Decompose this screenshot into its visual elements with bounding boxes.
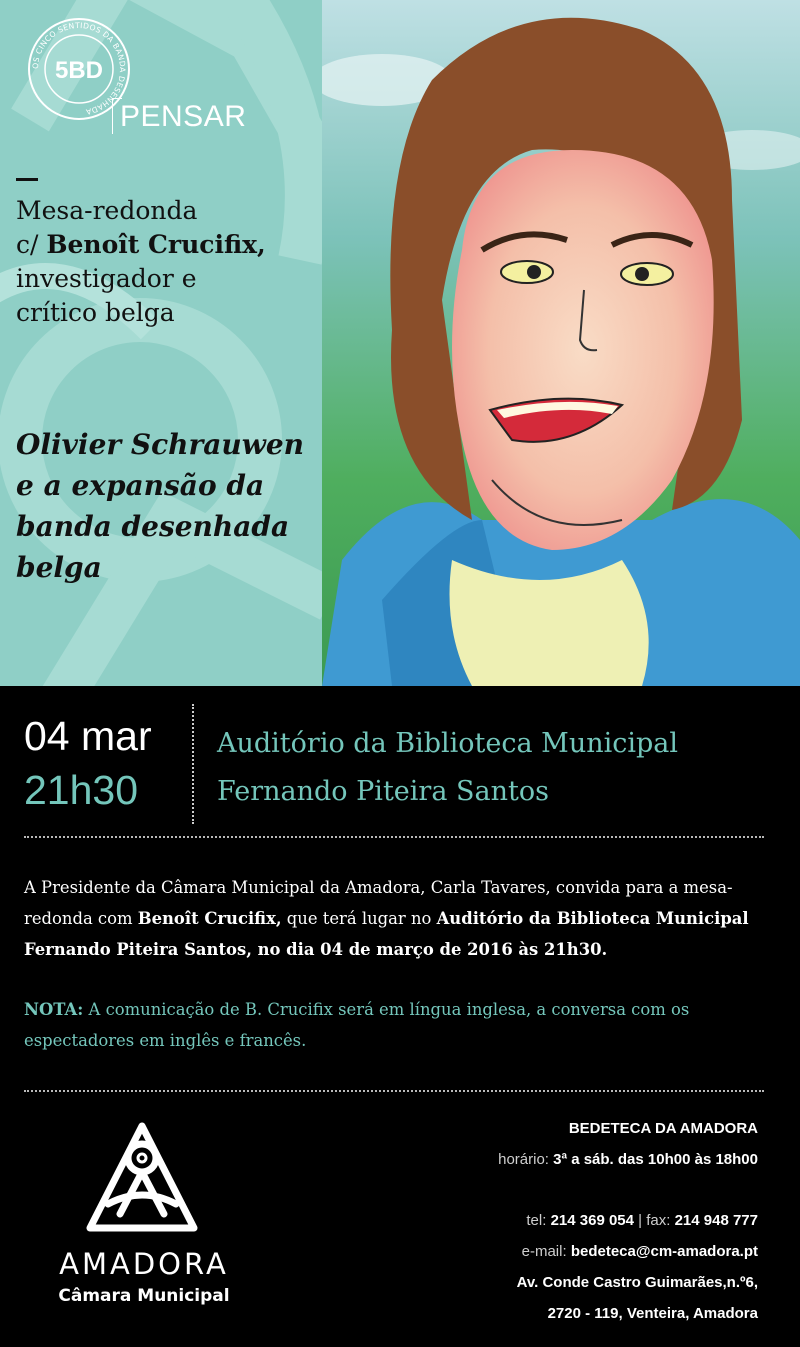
talk-title-line-3: banda desenhada — [16, 510, 290, 543]
org-subtitle: Câmara Municipal — [58, 1286, 230, 1306]
intro-line-2 — [16, 228, 316, 262]
intro-line-4: crítico belga — [16, 298, 175, 327]
talk-title-line-4: belga — [16, 551, 102, 584]
venue-line-2: Fernando Piteira Santos — [217, 776, 549, 807]
email-link[interactable]: bedeteca@cm-amadora.pt — [570, 1243, 758, 1260]
contacts-block — [338, 1113, 758, 1329]
phone-fax-separator: | — [633, 1212, 647, 1229]
amadora-logo — [80, 1118, 204, 1242]
svg-text:5BD: 5BD — [54, 57, 104, 84]
dash-divider — [16, 178, 38, 181]
event-description — [24, 872, 776, 965]
tel-value: 214 369 054 — [550, 1212, 634, 1229]
email-label: e-mail: — [521, 1243, 571, 1260]
talk-title — [16, 424, 321, 588]
fax-label: fax: — [646, 1212, 675, 1229]
bedeteca-name: BEDETECA DA AMADORA — [568, 1120, 758, 1137]
hours-label: horário: — [498, 1151, 554, 1168]
portrait-illustration — [322, 0, 800, 686]
opening-hours — [338, 1144, 758, 1175]
phone-fax — [338, 1205, 758, 1236]
series-label: PENSAR — [120, 100, 247, 133]
desc-place-date: Auditório da Biblioteca Municipal Fernando Piteira Santos, no dia 04 de março de 2016 às 21h30. — [24, 909, 749, 959]
desc-part-2: que terá lugar no — [281, 909, 437, 928]
address-line-1: Av. Conde Castro Guimarães,n.º6, — [516, 1274, 758, 1291]
event-intro — [16, 194, 316, 330]
desc-speaker: Benoît Crucifix, — [137, 909, 282, 928]
intro-line-3: investigador e — [16, 264, 197, 293]
language-note — [24, 994, 776, 1056]
note-text: A comunicação de B. Crucifix será em língua inglesa, a conversa com os espectadores em inglês e francês. — [24, 1000, 690, 1050]
venue-line-1: Auditório da Biblioteca Municipal — [217, 728, 679, 759]
speaker-name: Benoît Crucifix, — [46, 230, 266, 259]
vertical-dotted-divider — [192, 704, 194, 824]
dotted-divider-bottom — [24, 1090, 764, 1092]
note-label: NOTA: — [24, 1000, 84, 1019]
desc-part-1: A Presidente da Câmara Municipal da Amadora, Carla Tavares, convida para a mesa-redonda com — [24, 878, 733, 928]
email — [338, 1236, 758, 1267]
hours-value: 3ª a sáb. das 10h00 às 18h00 — [553, 1151, 758, 1168]
title-panel — [0, 0, 322, 686]
svg-text:OS CINCO SENTIDOS DA BANDA DES: OS CINCO SENTIDOS DA BANDA DESENHADA — [30, 20, 128, 117]
address-line-2: 2720 - 119, Venteira, Amadora — [547, 1305, 758, 1322]
talk-title-line-1: Olivier Schrauwen — [16, 428, 305, 461]
event-time: 21h30 — [24, 767, 139, 813]
org-name: AMADORA — [59, 1247, 229, 1281]
talk-title-line-2: e a expansão da — [16, 469, 265, 502]
event-date: 04 mar — [24, 713, 152, 759]
event-venue — [217, 720, 787, 816]
intro-prefix: c/ — [16, 230, 47, 259]
dotted-divider-top — [24, 836, 764, 838]
intro-line-1: Mesa-redonda — [16, 196, 198, 225]
fax-value: 214 948 777 — [674, 1212, 758, 1229]
tel-label: tel: — [526, 1212, 551, 1229]
